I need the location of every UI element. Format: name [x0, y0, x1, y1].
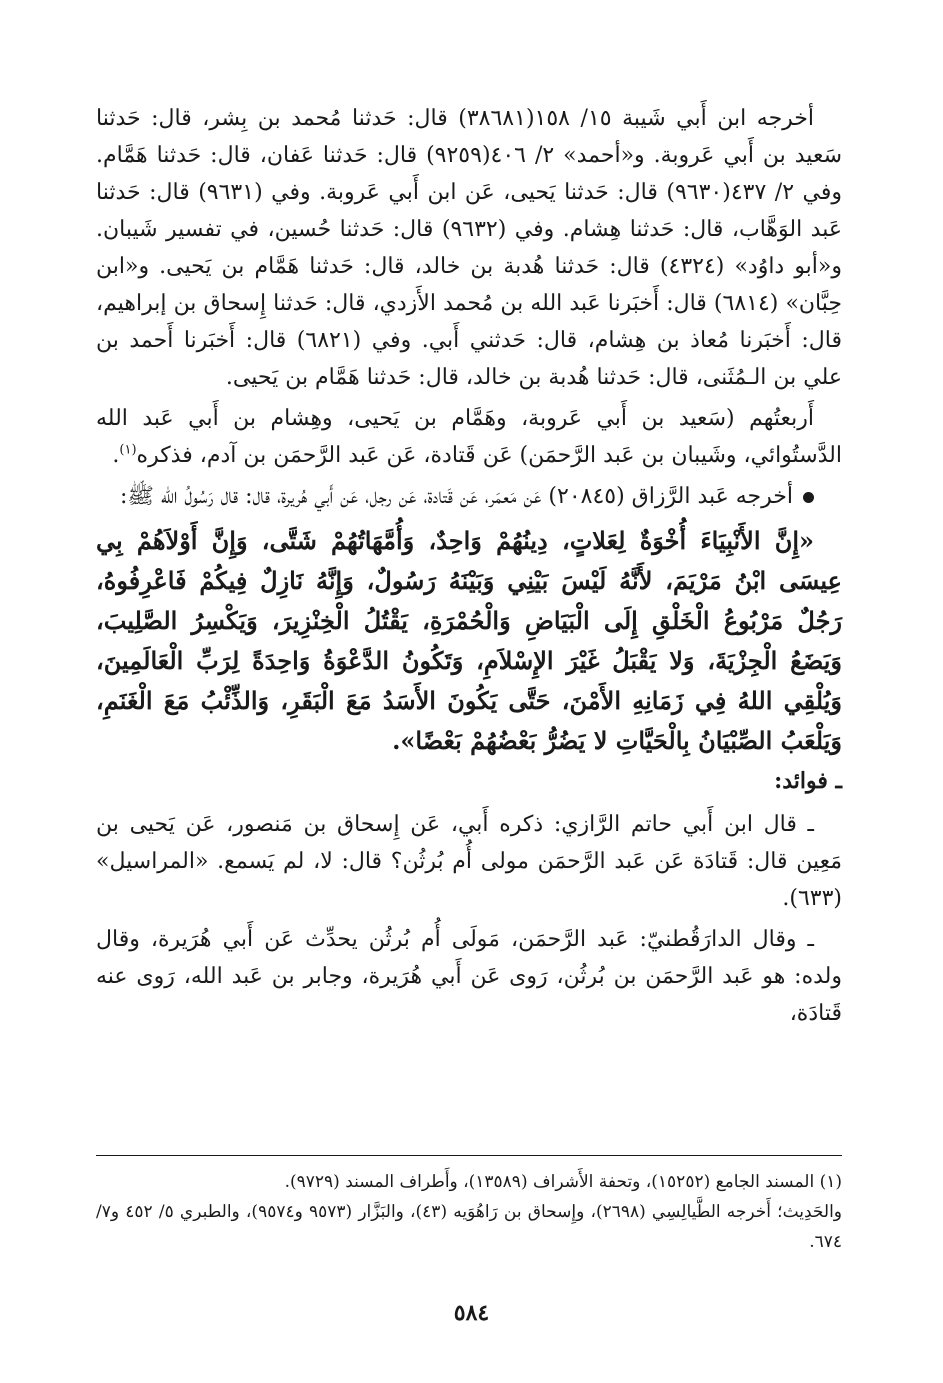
paragraph-daraqutni: ـ وقال الدارَقُطنيّ: عَبد الرَّحمَن، مَولَى أُم بُرثُن يحدِّث عَن أَبي هُرَيرة، وقال ولده: هو عَبد الرَّحمَن بن بُرثُن، رَوى عَن أَبي هُرَيرة، وجابر بن عَبد الله، رَوى عنه قَتادَة،	[96, 927, 842, 1026]
footnote-separator	[96, 1155, 842, 1156]
bullet-icon	[803, 492, 814, 503]
footnote-1: (١) المسند الجامع (١٥٢٥٢)، وتحفة الأَشراف (١٣٥٨٩)، وأَطراف المسند (٩٧٢٩).	[284, 1172, 842, 1192]
paragraph-arbaatuhum	[96, 400, 842, 474]
hadith-text: «إِنَّ الأَنْبِيَاءَ أُخْوَةٌ لِعَلاتٍ، دِينُهُمْ وَاحِدٌ، وَأُمَّهَاتُهُمْ شَتَّى، وَإِنَّ أَوْلاَهُمْ بِي عِيسَى ابْنُ مَرْيَمَ، لأَنَّهُ لَيْسَ بَيْنِي وَبَيْنَهُ رَسُولٌ، وَإِنَّهُ نَازِلٌ فِيكُمْ فَاعْرِفُوهُ، رَجُلٌ مَرْبُوعُ الْخَلْقِ إِلَى الْبَيَاضِ وَالْحُمْرَةِ، يَقْتُلُ الْخِنْزِيرَ، وَيَكْسِرُ الصَّلِيبَ، وَيَضَعُ الْجِزْيَةَ، وَلا يَقْبَلُ غَيْرَ الإِسْلاَمِ، وَتَكُونُ الدَّعْوَةُ وَاحِدَةً لِرَبِّ الْعَالَمِينَ، وَيُلْقِي اللهُ فِي زَمَانِهِ الأَمْنَ، حَتَّى يَكُونَ الأَسَدُ مَعَ الْبَقَرِ، وَالذِّئْبُ مَعَ الْغَنَمِ، وَيَلْعَبُ الصِّبْيَانُ بِالْحَيَّاتِ لا يَضُرُّ بَعْضُهُمْ بَعْضًا».	[96, 526, 842, 755]
footnote-reference[interactable]: (١)	[119, 442, 137, 458]
footnotes	[96, 1167, 842, 1257]
paragraph-abdurrazzaq	[96, 478, 842, 515]
page-number: ٥٨٤	[453, 1300, 490, 1326]
paragraph-ibn-abi-hatim: ـ قال ابن أَبي حاتم الرَّازي: ذكره أَبي، عَن إِسحاق بن مَنصور، عَن يَحيى بن مَعِين قال: قَتادَة عَن عَبد الرَّحمَن مولى أُم بُرثُن؟ قال: لا، لم يَسمع. «المراسيل» (٦٣٣).	[96, 812, 842, 911]
main-text	[96, 100, 842, 1032]
paragraph-takhrij: أخرجه ابن أَبي شَيبة ١٥/ ١٥٨(٣٨٦٨١) قال: حَدثنا مُحمد بن بِشر، قال: حَدثنا سَعيد بن أَبي عَروبة. و«أحمد» ٢/ ٤٠٦(٩٢٥٩) قال: حَدثنا عَفان، قال: حَدثنا هَمَّام. وفي ٢/ ٤٣٧(٩٦٣٠) قال: حَدثنا يَحيى، عَن ابن أَبي عَروبة. وفي (٩٦٣١) قال: حَدثنا عَبد الوَهَّاب، قال: حَدثنا هِشام. وفي (٩٦٣٢) قال: حَدثنا حُسين، في تفسير شَيبان. و«أبو داوُد» (٤٣٢٤) قال: حَدثنا هُدبة بن خالد، قال: حَدثنا هَمَّام بن يَحيى. و«ابن حِبَّان» (٦٨١٤) قال: أَخبَرنا عَبد الله بن مُحمد الأَزدي، قال: حَدثنا إِسحاق بن إبراهيم، قال: أَخبَرنا مُعاذ بن هِشام، قال: حَدثني أَبي. وفي (٦٨٢١) قال: أَخبَرنا أَحمد بن علي بن الـمُثَنى، قال: حَدثنا هُدبة بن خالد، قال: حَدثنا هَمَّام بن يَحيى.	[96, 106, 843, 390]
paragraph-abdurrazzaq-text: أخرجه عَبد الرَّزاق (٢٠٨٤٥) عَن مَعمَر، عَن قَتادة، عَن رجل، عَن أَبي هُريرة، قال: قال رَسُولُ الله ﷺ:	[119, 484, 793, 509]
footnote-1-hadith: والحَدِيث؛ أَخرجه الطَّيالِسِي (٢٦٩٨)، وإِسحاق بن رَاهُوَيه (٤٣)، والبَزَّار (٩٥٧٣ و٩٥٧٤)، والطبري ٥/ ٤٥٢ و٧/ ٦٧٤.	[96, 1202, 843, 1252]
fawaid-heading: ـ فوائد:	[774, 768, 842, 794]
paragraph-arbaatuhum-text: أَربعتُهم (سَعيد بن أَبي عَروبة، وهَمَّام بن يَحيى، وهِشام بن أَبي عَبد الله الدَّستُوائي، وشَيبان بن عَبد الرَّحمَن) عَن قَتادة، عَن عَبد الرَّحمَن بن آدم، فذكره	[96, 406, 842, 468]
paragraph-arbaatuhum-end: .	[112, 443, 120, 468]
